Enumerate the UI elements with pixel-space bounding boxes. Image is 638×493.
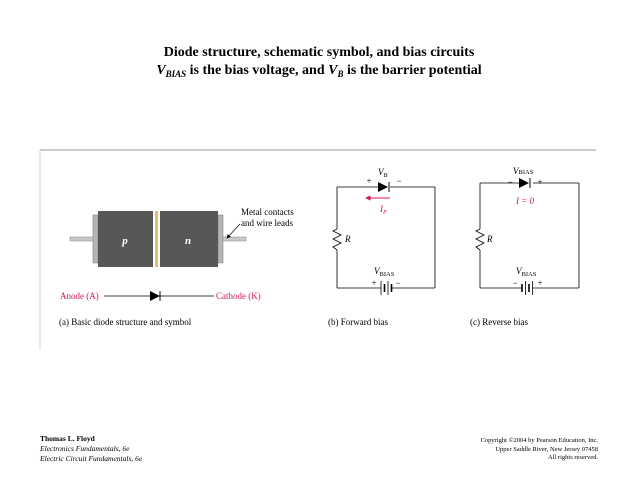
callout-line: [227, 224, 240, 238]
diode-b-triangle: [378, 182, 388, 192]
diode-c-plus: +: [537, 177, 543, 187]
callout-line-1: Metal contacts: [241, 207, 294, 217]
diode-c-triangle: [519, 178, 529, 188]
footer-book-1: Electronics Fundamentals, 6e: [40, 444, 130, 453]
resistor-c-label: R: [487, 234, 493, 244]
panel-b: [328, 167, 435, 327]
diode-c-minus: −: [507, 177, 513, 187]
panel-c: [470, 166, 579, 327]
caption-b: (b) Forward bias: [328, 317, 388, 327]
n-label: n: [184, 235, 192, 247]
title-line-1: Diode structure, schematic symbol, and bias circuits: [163, 45, 475, 60]
footer-rights: All rights reserved.: [547, 454, 598, 461]
resistor-c: [476, 229, 484, 250]
metal-contact-left: [93, 215, 98, 263]
footer-address: Upper Saddle River, New Jersey 07458: [495, 445, 598, 453]
diode-b-minus: −: [396, 176, 402, 186]
diode-symbol-triangle: [150, 291, 160, 301]
caption-c: (c) Reverse bias: [470, 317, 528, 327]
p-label: p: [122, 235, 128, 247]
vbias-c-label: $V_{BIAS}$: [516, 266, 537, 278]
cathode-label: Cathode (K): [216, 291, 261, 301]
caption-a: (a) Basic diode structure and symbol: [59, 317, 192, 327]
footer-right: [481, 437, 598, 463]
vbias-c-top-label: VBIAS: [513, 166, 534, 176]
footer-left: [40, 434, 142, 464]
battery-c-minus: −: [512, 278, 518, 288]
title-line-2: $V_{BIAS}$ is the bias voltage, and $V_B$ is the barrier potential: [156, 63, 482, 79]
diode-b-plus: +: [366, 176, 372, 186]
current-label-c: I = 0: [516, 196, 535, 206]
battery-b-plus: +: [371, 278, 377, 288]
footer-book-2: Electric Circuit Fundamentals, 6e: [40, 454, 143, 463]
junction-band: [155, 211, 158, 267]
vb-label: $V_B$: [378, 167, 388, 179]
battery-b-minus: −: [395, 278, 401, 288]
footer-author: Thomas L. Floyd: [40, 434, 95, 443]
panel-a: [59, 207, 294, 327]
vbias-b-label: $V_{BIAS}$: [374, 266, 395, 278]
current-label-b: $I_F$: [380, 204, 387, 216]
resistor-b-label: R: [345, 234, 351, 244]
metal-contact-right: [218, 215, 223, 263]
callout-line-2: and wire leads: [241, 218, 293, 228]
resistor-b: [333, 229, 341, 250]
anode-label: Anode (A): [60, 291, 99, 301]
battery-c-plus: +: [537, 278, 543, 288]
footer-copyright: Copyright ©2004 by Pearson Education, Inc.: [480, 437, 598, 444]
